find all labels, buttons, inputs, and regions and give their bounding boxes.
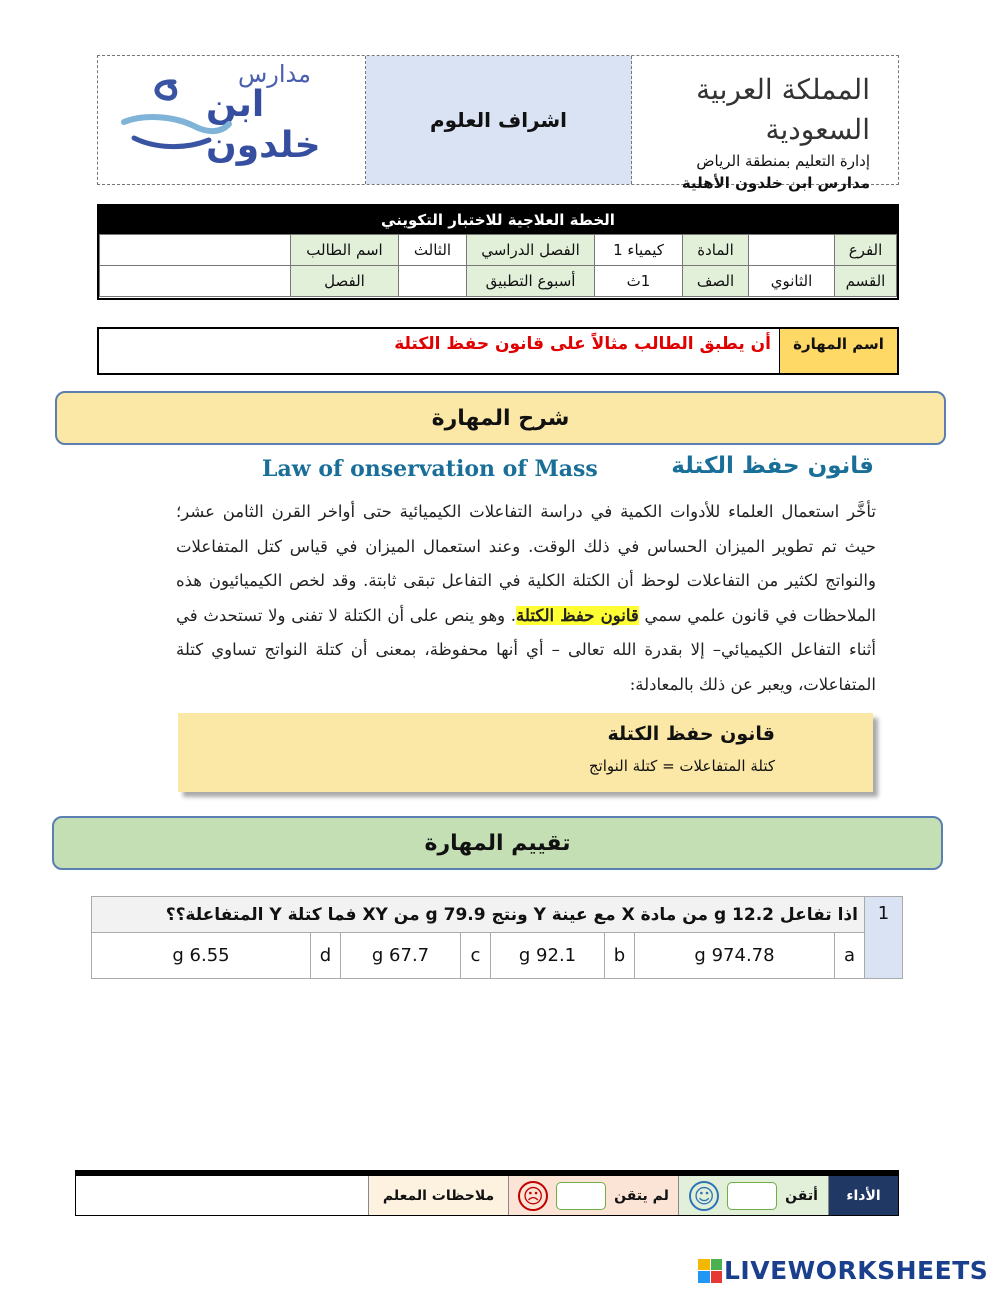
semester-value: الثالث bbox=[399, 235, 467, 266]
not-mastered-cell bbox=[508, 1176, 678, 1215]
school-name: مدارس ابن خلدون الأهلية bbox=[681, 174, 870, 192]
not-mastered-checkbox[interactable] bbox=[556, 1182, 606, 1210]
sad-face-icon: ☹ bbox=[518, 1181, 548, 1211]
option-d[interactable]: 6.55 g bbox=[92, 933, 311, 979]
explanation-banner: شرح المهارة bbox=[55, 391, 946, 445]
grade-value: 1ث bbox=[595, 266, 683, 297]
branch-value[interactable] bbox=[749, 235, 835, 266]
info-table bbox=[97, 204, 899, 300]
formula-box bbox=[178, 713, 873, 792]
paragraph-highlight: قانون حفظ الكتلة bbox=[516, 605, 639, 625]
law-heading-arabic: قانون حفظ الكتلة bbox=[671, 453, 874, 479]
semester-label: الفصل الدراسي bbox=[467, 235, 595, 266]
performance-label: الأداء bbox=[828, 1176, 898, 1215]
class-value[interactable] bbox=[100, 266, 291, 297]
formula-title: قانون حفظ الكتلة bbox=[607, 723, 775, 745]
law-heading-english: Law of onservation of Mass bbox=[262, 456, 598, 482]
week-value[interactable] bbox=[399, 266, 467, 297]
grade-label: الصف bbox=[683, 266, 749, 297]
option-b-letter: b bbox=[605, 933, 635, 979]
info-grid bbox=[99, 234, 897, 297]
liveworksheets-logo-icon bbox=[698, 1259, 722, 1283]
subject-value: كيمياء 1 bbox=[595, 235, 683, 266]
info-row-2 bbox=[100, 266, 897, 297]
paragraph-before: تأخَّر استعمال العلماء للأدوات الكمية في دراسة التفاعلات الكيميائية حتى أواخر القرن الثامن عشر؛ حيث تم تطوير الميزان الحساس في ذلك الوقت. وعند استعمال الميزان في قياس كتل المتفاعلات والنواتج لكثير من التفاعلات لوحظ أن الكتلة الكلية في التفاعل تبقى ثابتة. وقد لخص الكيميائيون هذه الملاحظات في قانون علمي سمي bbox=[176, 502, 876, 625]
teacher-notes-label: ملاحظات المعلم bbox=[368, 1176, 508, 1215]
question-number: 1 bbox=[865, 897, 903, 979]
option-c-letter: c bbox=[461, 933, 491, 979]
skill-label: اسم المهارة bbox=[779, 329, 897, 373]
logo-line2: ابن خلدون bbox=[206, 84, 321, 166]
mastered-cell bbox=[678, 1176, 828, 1215]
option-b[interactable]: 92.1 g bbox=[491, 933, 605, 979]
question-grid bbox=[91, 896, 903, 979]
skill-row bbox=[97, 327, 899, 375]
evaluation-banner: تقييم المهارة bbox=[52, 816, 943, 870]
department-title: اشراف العلوم bbox=[366, 56, 632, 184]
logo-line1: مدارس bbox=[238, 60, 312, 88]
formula-equation: كتلة المتفاعلات = كتلة النواتج bbox=[588, 757, 775, 775]
class-label: الفصل bbox=[291, 266, 399, 297]
option-a[interactable]: 974.78 g bbox=[635, 933, 835, 979]
student-name-value[interactable] bbox=[100, 235, 291, 266]
logo-swirl-icon bbox=[114, 74, 234, 154]
administration-name: إدارة التعليم بمنطقة الرياض bbox=[696, 152, 870, 170]
mastered-label: أتقن bbox=[785, 1187, 818, 1204]
option-a-letter: a bbox=[835, 933, 865, 979]
law-heading bbox=[262, 453, 874, 488]
liveworksheets-brand bbox=[698, 1256, 988, 1285]
option-c[interactable]: 67.7 g bbox=[341, 933, 461, 979]
page-header bbox=[97, 55, 899, 192]
brand-text: LIVEWORKSHEETS bbox=[724, 1256, 989, 1285]
branch-label: الفرع bbox=[835, 235, 897, 266]
not-mastered-label: لم يتقن bbox=[614, 1187, 669, 1204]
school-logo bbox=[98, 56, 366, 184]
kingdom-title: المملكة العربية السعودية bbox=[696, 73, 870, 146]
plan-title: الخطة العلاجية للاختبار التكويني bbox=[99, 206, 897, 234]
section-label: القسم bbox=[835, 266, 897, 297]
question-row bbox=[92, 897, 903, 933]
week-label: أسبوع التطبيق bbox=[467, 266, 595, 297]
skill-text: أن يطبق الطالب مثالاً على قانون حفظ الكتلة bbox=[394, 334, 771, 354]
paragraph-after: . وهو ينص على أن الكتلة لا تفنى ولا تستحدث في أثناء التفاعل الكيميائي– إلا بقدرة الله تعالى – أي أنها محفوظة، بمعنى أن كتلة النواتج تساوي كتلة المتفاعلات، ويعبر عن ذلك بالمعادلة: bbox=[176, 605, 876, 694]
teacher-notes-field[interactable] bbox=[76, 1176, 368, 1215]
student-name-label: اسم الطالب bbox=[291, 235, 399, 266]
options-row bbox=[92, 933, 903, 979]
section-value: الثانوي bbox=[749, 266, 835, 297]
info-row-1 bbox=[100, 235, 897, 266]
subject-label: المادة bbox=[683, 235, 749, 266]
performance-bar bbox=[75, 1170, 899, 1216]
happy-face-icon: ☺ bbox=[689, 1181, 719, 1211]
question-text: اذا تفاعل 12.2 g من مادة X مع عينة Y ونتج 79.9 g من XY فما كتلة Y المتفاعلة؟؟ bbox=[92, 897, 865, 933]
mastered-checkbox[interactable] bbox=[727, 1182, 777, 1210]
explanation-paragraph bbox=[176, 495, 876, 702]
ministry-block bbox=[632, 56, 898, 192]
question-table bbox=[91, 896, 903, 979]
option-d-letter: d bbox=[311, 933, 341, 979]
